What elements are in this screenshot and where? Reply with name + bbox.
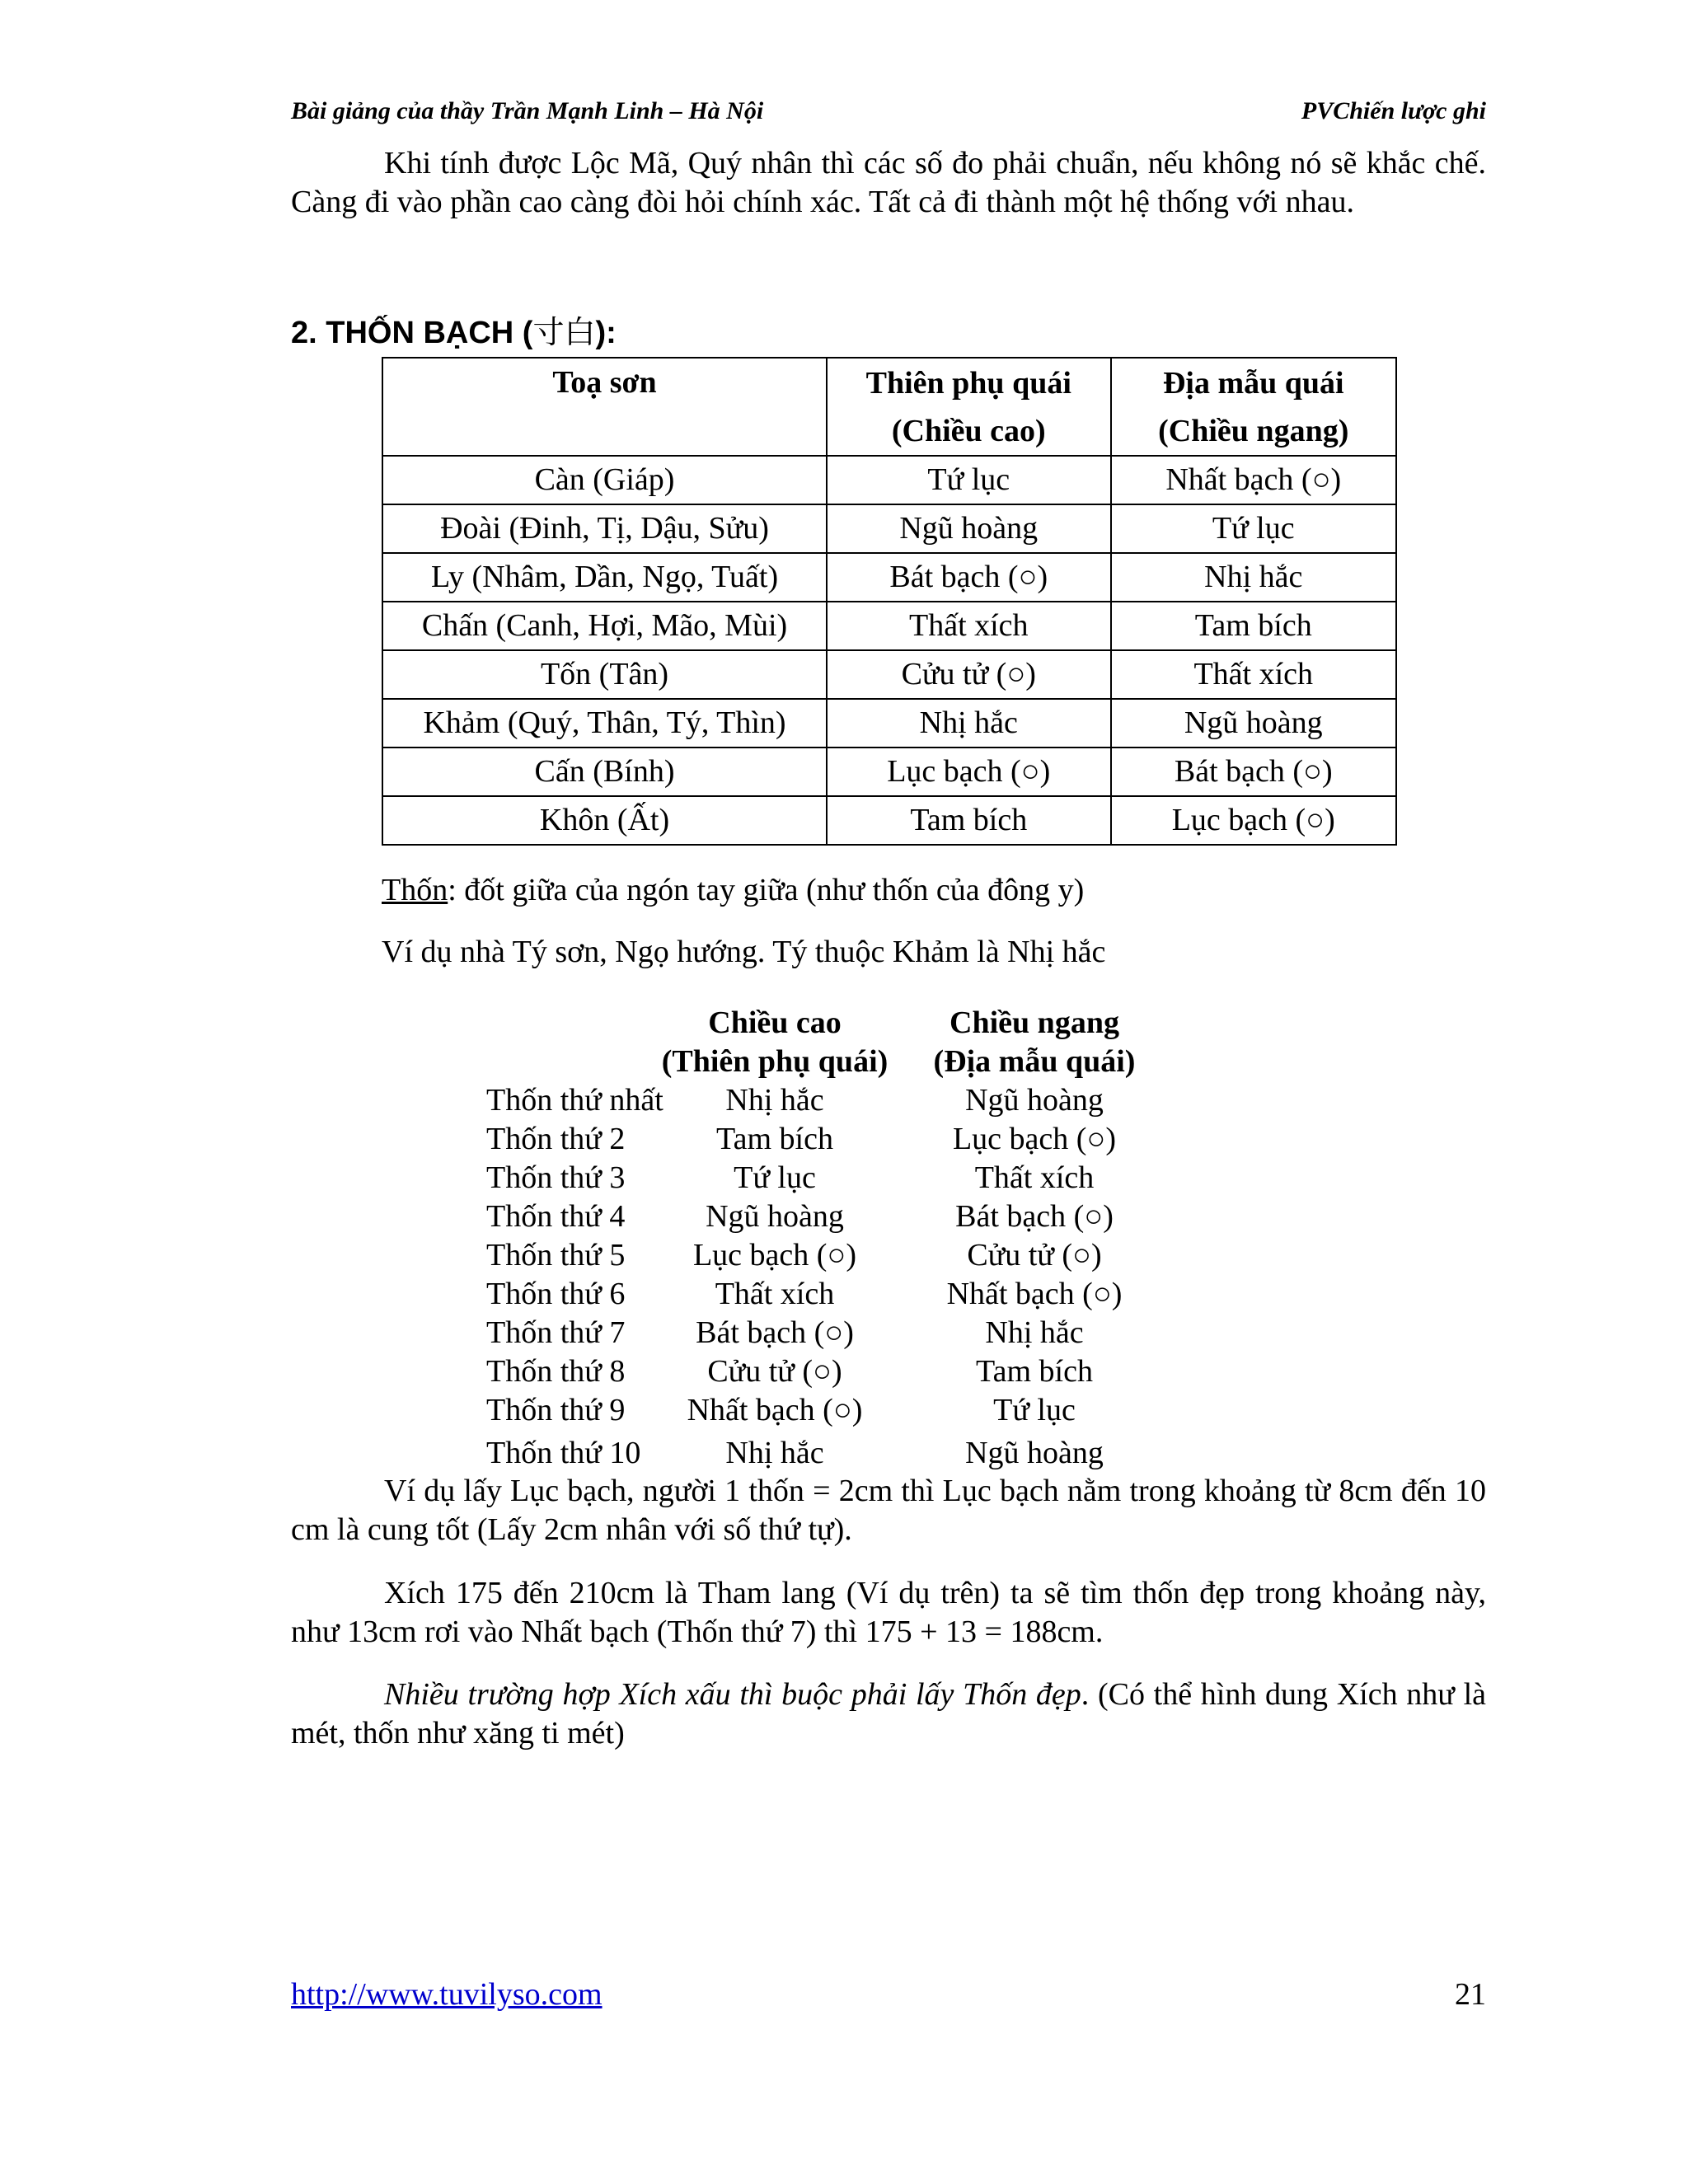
table-cell: Bát bạch (○) <box>1111 748 1397 796</box>
table-header-row <box>382 358 1396 456</box>
example-cell: Lục bạch (○) <box>692 1238 857 1272</box>
header-dia-mau-quai <box>1111 358 1397 456</box>
header-thien-phu-quai <box>827 358 1110 456</box>
table-cell: Nhị hắc <box>1111 553 1397 602</box>
example-cell: Cửu tử (○) <box>967 1238 1102 1272</box>
example-cell: Thất xích <box>715 1277 835 1311</box>
example-row <box>486 1197 1311 1236</box>
example-cell: Ngũ hoàng <box>706 1199 844 1234</box>
example-cell: Thốn thứ 3 <box>486 1160 626 1195</box>
example-row <box>486 1314 1311 1352</box>
example-cell: Bát bạch (○) <box>955 1199 1114 1234</box>
table-cell: Thất xích <box>1111 650 1397 699</box>
header-line: Thiên phụ quái <box>865 365 1071 401</box>
thon-definition <box>382 872 1084 908</box>
example-cell: Thốn thứ nhất <box>486 1083 663 1118</box>
table-cell: Tứ lục <box>1111 504 1397 553</box>
example-row <box>486 1275 1311 1314</box>
example-cell: Tứ lục <box>734 1160 816 1195</box>
thon-definition-text: : đốt giữa của ngón tay giữa (như thốn của đông y) <box>448 873 1085 907</box>
paragraph-final <box>291 1675 1486 1753</box>
table-cell: Nhất bạch (○) <box>1111 456 1397 504</box>
table-row <box>382 699 1396 748</box>
header-line: Chiều cao <box>708 1005 842 1040</box>
table-cell: Ngũ hoàng <box>827 504 1110 553</box>
paragraph-example-xich: Xích 175 đến 210cm là Tham lang (Ví dụ trên) ta sẽ tìm thốn đẹp trong khoảng này, như 13cm rơi vào Nhất bạch (Thốn thứ 7) thì 175 + 13 = 188cm. <box>291 1576 1486 1649</box>
example-cell: Thốn thứ 8 <box>486 1354 626 1389</box>
example-cell: Nhất bạch (○) <box>687 1393 863 1427</box>
section-title <box>291 307 617 352</box>
section-title-suffix: ): <box>595 316 617 350</box>
example-cell: Thốn thứ 4 <box>486 1199 626 1234</box>
table-cell: Đoài (Đinh, Tị, Dậu, Sửu) <box>382 504 827 553</box>
table-cell: Khôn (Ất) <box>382 796 827 845</box>
header-toa-son <box>382 358 827 456</box>
footer-website-link[interactable]: http://www.tuvilyso.com <box>291 1977 603 2012</box>
example-row <box>486 1352 1311 1391</box>
example-row <box>486 1081 1311 1120</box>
header-line: (Thiên phụ quái) <box>661 1044 889 1079</box>
table-row <box>382 456 1396 504</box>
table-cell: Tam bích <box>1111 602 1397 650</box>
table-cell: Tốn (Tân) <box>382 650 827 699</box>
example-intro: Ví dụ nhà Tý sơn, Ngọ hướng. Tý thuộc Khảm là Nhị hắc <box>382 935 1106 969</box>
table-cell: Thất xích <box>827 602 1110 650</box>
table-cell: Chấn (Canh, Hợi, Mão, Mùi) <box>382 602 827 650</box>
example-cell: Lục bạch (○) <box>952 1122 1117 1156</box>
table-cell: Ly (Nhâm, Dần, Ngọ, Tuất) <box>382 553 827 602</box>
example-cell: Thốn thứ 10 <box>486 1436 641 1470</box>
table-row <box>382 553 1396 602</box>
example-cell: Nhị hắc <box>725 1436 824 1470</box>
thon-bach-table <box>382 357 1397 846</box>
example-cell: Ngũ hoàng <box>965 1436 1104 1470</box>
example-cell: Nhất bạch (○) <box>946 1277 1123 1311</box>
table-cell: Cấn (Bính) <box>382 748 827 796</box>
header-line: (Chiều cao) <box>891 413 1046 448</box>
table-row <box>382 504 1396 553</box>
example-cell: Cửu tử (○) <box>707 1354 842 1389</box>
table-cell: Ngũ hoàng <box>1111 699 1397 748</box>
section-title-cjk: 寸白 <box>532 314 596 350</box>
header-line: Địa mẫu quái <box>1162 365 1344 401</box>
header-line: Toạ sơn <box>552 365 657 400</box>
example-cell: Bát bạch (○) <box>696 1315 854 1350</box>
header-line: (Chiều ngang) <box>1158 413 1349 448</box>
example-cell: Tam bích <box>716 1122 833 1156</box>
table-cell: Tam bích <box>827 796 1110 845</box>
example-cell: Thất xích <box>974 1160 1095 1195</box>
table-cell: Nhị hắc <box>827 699 1110 748</box>
example-cell: Tam bích <box>976 1354 1093 1389</box>
table-row <box>382 748 1396 796</box>
example-cell: Thốn thứ 7 <box>486 1315 626 1350</box>
section-title-prefix: 2. THỐN BẠCH ( <box>291 316 533 350</box>
example-cell: Thốn thứ 2 <box>486 1122 626 1156</box>
table-cell: Cửu tử (○) <box>827 650 1110 699</box>
page-number: 21 <box>1455 1977 1486 2012</box>
table-cell: Tứ lục <box>827 456 1110 504</box>
example-cell: Thốn thứ 5 <box>486 1238 626 1272</box>
header-left: Bài giảng của thầy Trần Mạnh Linh – Hà Nội <box>291 97 764 124</box>
example-cell: Thốn thứ 6 <box>486 1277 626 1311</box>
table-cell: Lục bạch (○) <box>827 748 1110 796</box>
example-row <box>486 1391 1311 1430</box>
header-line: (Địa mẫu quái) <box>933 1044 1136 1079</box>
example-cell: Tứ lục <box>993 1393 1076 1427</box>
header-right: PVChiến lược ghi <box>1301 97 1486 124</box>
thon-term: Thốn <box>382 873 448 907</box>
example-cell: Ngũ hoàng <box>965 1083 1104 1118</box>
table-row <box>382 602 1396 650</box>
example-row <box>486 1236 1311 1275</box>
table-row <box>382 650 1396 699</box>
table-cell: Lục bạch (○) <box>1111 796 1397 845</box>
example-cell: Thốn thứ 9 <box>486 1393 626 1427</box>
page-header <box>291 97 1486 130</box>
example-row <box>486 1120 1311 1159</box>
example-row <box>486 1434 1311 1473</box>
example-row <box>486 1159 1311 1197</box>
paragraph-final-rest: . (Có thể hình dung Xích như là mét, thốn như xăng ti mét) <box>291 1677 1486 1750</box>
paragraph-final-italic: Nhiều trường hợp Xích xấu thì buộc phải lấy Thốn đẹp <box>384 1677 1081 1712</box>
example-cell: Nhị hắc <box>725 1083 824 1118</box>
table-row <box>382 796 1396 845</box>
table-cell: Bát bạch (○) <box>827 553 1110 602</box>
example-header-chieu-ngang <box>870 1004 1199 1081</box>
table-cell: Khảm (Quý, Thân, Tý, Thìn) <box>382 699 827 748</box>
header-line: Chiều ngang <box>950 1005 1119 1040</box>
paragraph-example-luc-bach: Ví dụ lấy Lục bạch, người 1 thốn = 2cm thì Lục bạch nằm trong khoảng từ 8cm đến 10 cm là cung tốt (Lấy 2cm nhân với số thứ tự). <box>291 1474 1486 1547</box>
intro-paragraph: Khi tính được Lộc Mã, Quý nhân thì các số đo phải chuẩn, nếu không nó sẽ khắc chế. Càng đi vào phần cao càng đòi hỏi chính xác. Tất cả đi thành một hệ thống với nhau. <box>291 146 1486 219</box>
example-cell: Nhị hắc <box>985 1315 1084 1350</box>
table-cell: Càn (Giáp) <box>382 456 827 504</box>
